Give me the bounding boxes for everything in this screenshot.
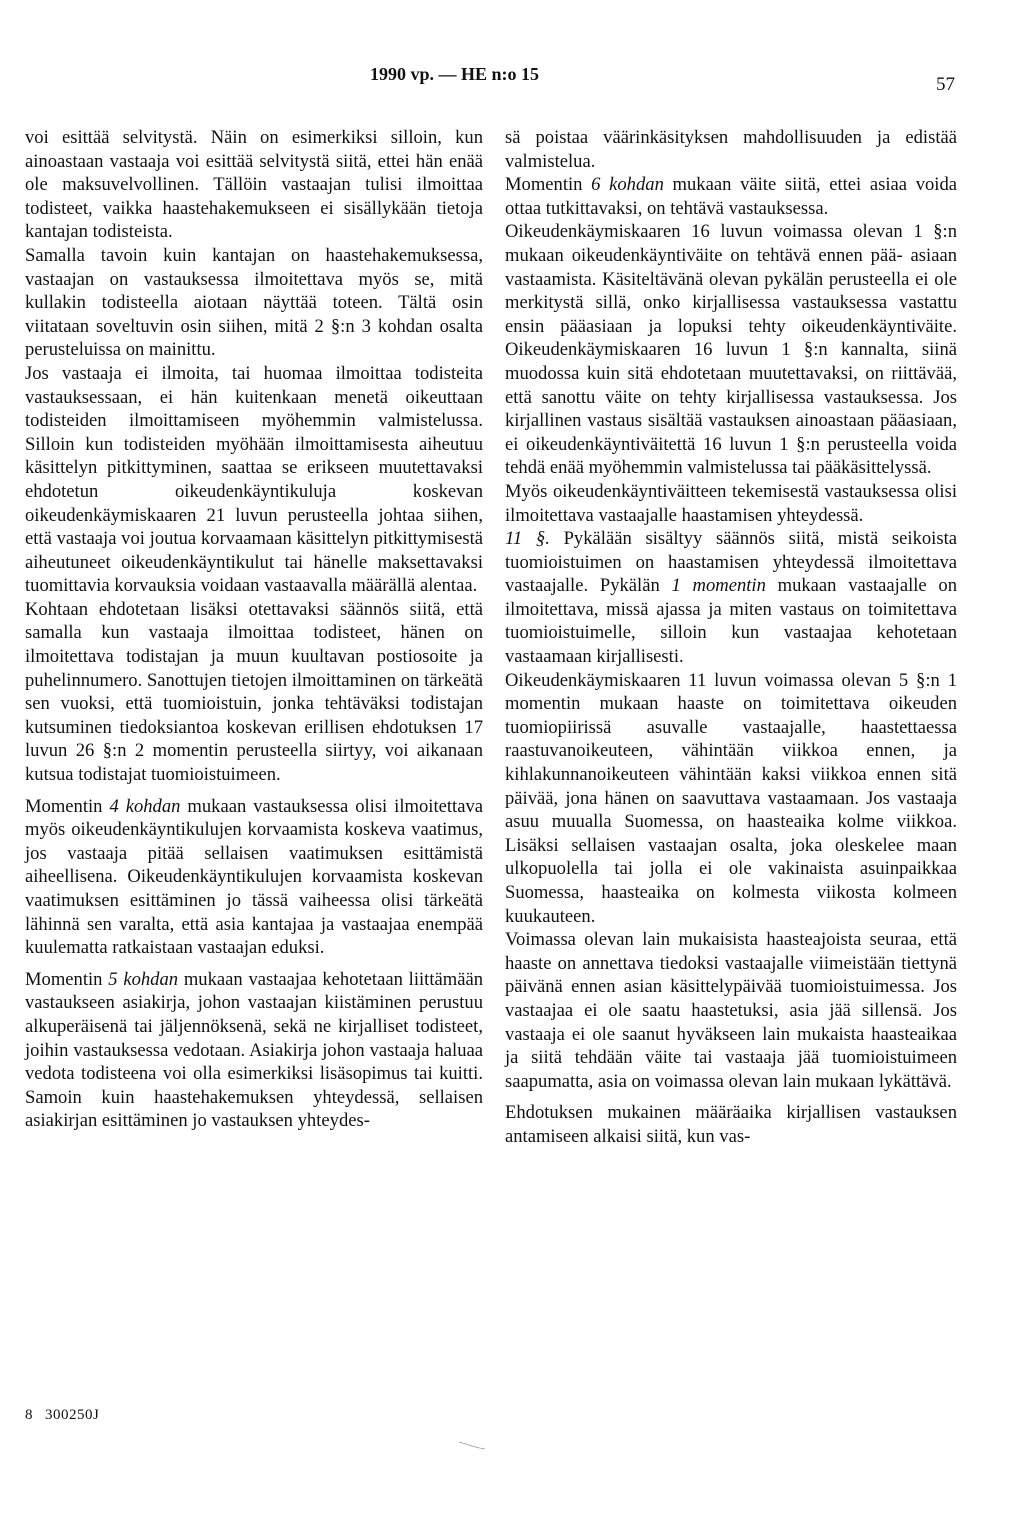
print-code: 300250J: [45, 1407, 100, 1423]
paragraph: 11 §. Pykälään sisältyy säännös siitä, mistä seikoista tuomioistuimen on haastamisen yhteydessä ilmoitettava vastaajalle. Pykälän 1 momentin mukaan vastaajalle on ilmoitettava, missä ajassa ja miten vastaus on toimitettava tuomioistuimelle, silloin kun vastaajaa kehotetaan vastaamaan kirjallisesti.: [505, 528, 958, 668]
page-header: [0, 64, 1024, 94]
print-mark: [458, 1440, 486, 1450]
paragraph: Voimassa olevan lain mukaisista haasteajoista seuraa, että haaste on annettava tiedoksi vastaajalle viimeistään tiettynä päivänä ennen asian käsittelypäivää tuomioistuimessa. Jos vastaajaa ei ole saatu haastetuksi, asia jää sillensä. Jos vastaaja ei ole saanut hyväkseen lain mukaista haasteaikaa ja siitä tehdään väite tai vastaaja jää tuomioistuimeen saapumatta, asia on voimassa olevan lain mukaan lykättävä.: [505, 929, 957, 1092]
paragraph: Momentin 4 kohdan mukaan vastauksessa olisi ilmoitettava myös oikeudenkäyntikulujen korvaamista koskeva vaatimus, jos vastaaja pitää sellaisen vaatimuksen esittämistä aiheellisena. Oikeudenkäyntikulujen korvaamista koskevan vaatimuksen esittäminen jo tässä vaiheessa olisi tärkeätä lähinnä sen varalta, että asia kantajaa ja vastaajaa enempää kuulematta ratkaistaan vastaajan eduksi.: [25, 795, 483, 959]
paragraph: Oikeudenkäymiskaaren 11 luvun voimassa olevan 5 §:n 1 momentin mukaan haaste on toimitettava oikeuden tuomiopiirissä asuvalle vastaajalle, haastettaessa raastuvanoikeuteen, vähintään viikkoa ennen, ja kihlakunnanoikeuteen vähintään kaksi viikkoa ennen sitä päivää, jona hänen on saavuttava vastaamaan. Jos vastaaja asuu muualla Suomessa, on haasteaika kolme viikkoa. Lisäksi sellaisen vastaajan osalta, joka oleskelee maan ulkopuolella tai jolla ei ole vakinaista asuinpaikkaa Suomessa, haasteaika on kolmesta viikosta kolmeen kuukauteen.: [505, 669, 957, 927]
paragraph: Samalla tavoin kuin kantajan on haastehakemuksessa, vastaajan on vastauksessa ilmoitettava myös se, mitä kullakin todisteella aiotaan näyttää toteen. Tältä osin viitataan soveltuvin osin siihen, mitä 2 §:n 3 kohdan osalta perusteluissa on mainittu.: [25, 244, 483, 361]
paragraph: voi esittää selvitystä. Näin on esimerkiksi silloin, kun ainoastaan vastaaja voi esittää selvitystä siitä, ettei hän enää ole maksuvelvollinen. Tällöin vastaajan tulisi ilmoittaa todisteet, vaikka haastehakemukseen ei sisällykään tietoja kantajan todisteista.: [25, 127, 483, 243]
paragraph: Kohtaan ehdotetaan lisäksi otettavaksi säännös siitä, että samalla kun vastaaja ilmoittaa todisteet, hänen on ilmoitettava todistajan ja muun kuultavan postiosoite ja puhelinnumero. Sanottujen tietojen ilmoittaminen on tärkeätä sen vuoksi, että tuomioistuin, jonka tehtäväksi todistajan kutsuminen tiedoksiantoa koskevan erillisen ehdotuksen 17 luvun 26 §:n 2 momentin perusteella siirtyy, voi aikanaan kutsua todistajat tuomioistuimeen.: [25, 598, 483, 786]
paragraph: Jos vastaaja ei ilmoita, tai huomaa ilmoittaa todisteita vastauksessaan, ei hän kuitenkaan menetä oikeuttaan todisteiden ilmoittamiseen myöhemmin valmistelussa. Silloin kun todisteiden myöhään ilmoittamisesta aiheutuu käsittelyn pitkittyminen, saattaa se erikseen muutettavaksi ehdotetun oikeudenkäyntikuluja koskevan oikeudenkäymiskaaren 21 luvun perusteella johtaa siihen, että vastaaja voi joutua korvaamaan käsittelyn pitkittymisestä aiheutuneet oikeudenkäyntikulut tai hänelle maksettavaksi tuomittavia korvauksia voidaan vastaavalla määrällä alentaa.: [25, 362, 483, 597]
paragraph: sä poistaa väärinkäsityksen mahdollisuuden ja edistää valmistelua.: [505, 127, 957, 172]
paragraph: Ehdotuksen mukainen määräaika kirjallisen vastauksen antamiseen alkaisi siitä, kun vas-: [505, 1102, 957, 1147]
page-number: 57: [936, 74, 955, 95]
left-column: [25, 126, 483, 1133]
paragraph: Myös oikeudenkäyntiväitteen tekemisestä vastauksessa olisi ilmoitettava vastaajalle haastamisen yhteydessä.: [505, 480, 957, 526]
paragraph: Momentin 6 kohdan mukaan väite siitä, ettei asiaa voida ottaa tutkittavaksi, on tehtävä vastauksessa.: [505, 174, 958, 219]
paragraph: Momentin 5 kohdan mukaan vastaajaa kehotetaan liittämään vastaukseen asiakirja, johon vastaajan kiistäminen perustuu alkuperäisenä tai jäljennöksenä, sekä ne kirjalliset todisteet, joihin vastauksessa vedotaan. Asiakirja johon vastaaja haluaa vedota todisteena voi olla esimerkiksi lisäsopimus tai kuitti. Samoin kuin haastehakemuksen yhteydessä, sellaisen asiakirjan esittäminen jo vastauksen yhteydes-: [25, 968, 484, 1132]
right-column: [505, 126, 957, 1149]
running-head: 1990 vp. — HE n:o 15: [370, 64, 540, 84]
page-footer: [25, 1407, 111, 1424]
paragraph: Oikeudenkäymiskaaren 16 luvun voimassa olevan 1 §:n mukaan oikeudenkäyntiväite on tehtävä ennen pää- asiaan vastaamista. Käsiteltävänä olevan pykälän perusteella ei ole merkitystä sillä, onko kirjallisessa vastauksessa vastattu ensin pääasiaan ja lopuksi tehty oikeudenkäyntiväite. Oikeudenkäymiskaaren 16 luvun 1 §:n kannalta, siinä muodossa kuin sitä ehdotetaan muutettavaksi, on riittävää, että sanottu väite on tehty kirjallisessa vastauksessa. Jos kirjallinen vastaus sisältää vastauksen ainoastaan pääasiaan, ei oikeudenkäyntiväitettä 16 luvun 1 §:n perusteella voida tehdä enää myöhemmin valmistelussa tai pääkäsittelyssä.: [505, 221, 957, 479]
sheet-number: 8: [25, 1407, 33, 1423]
